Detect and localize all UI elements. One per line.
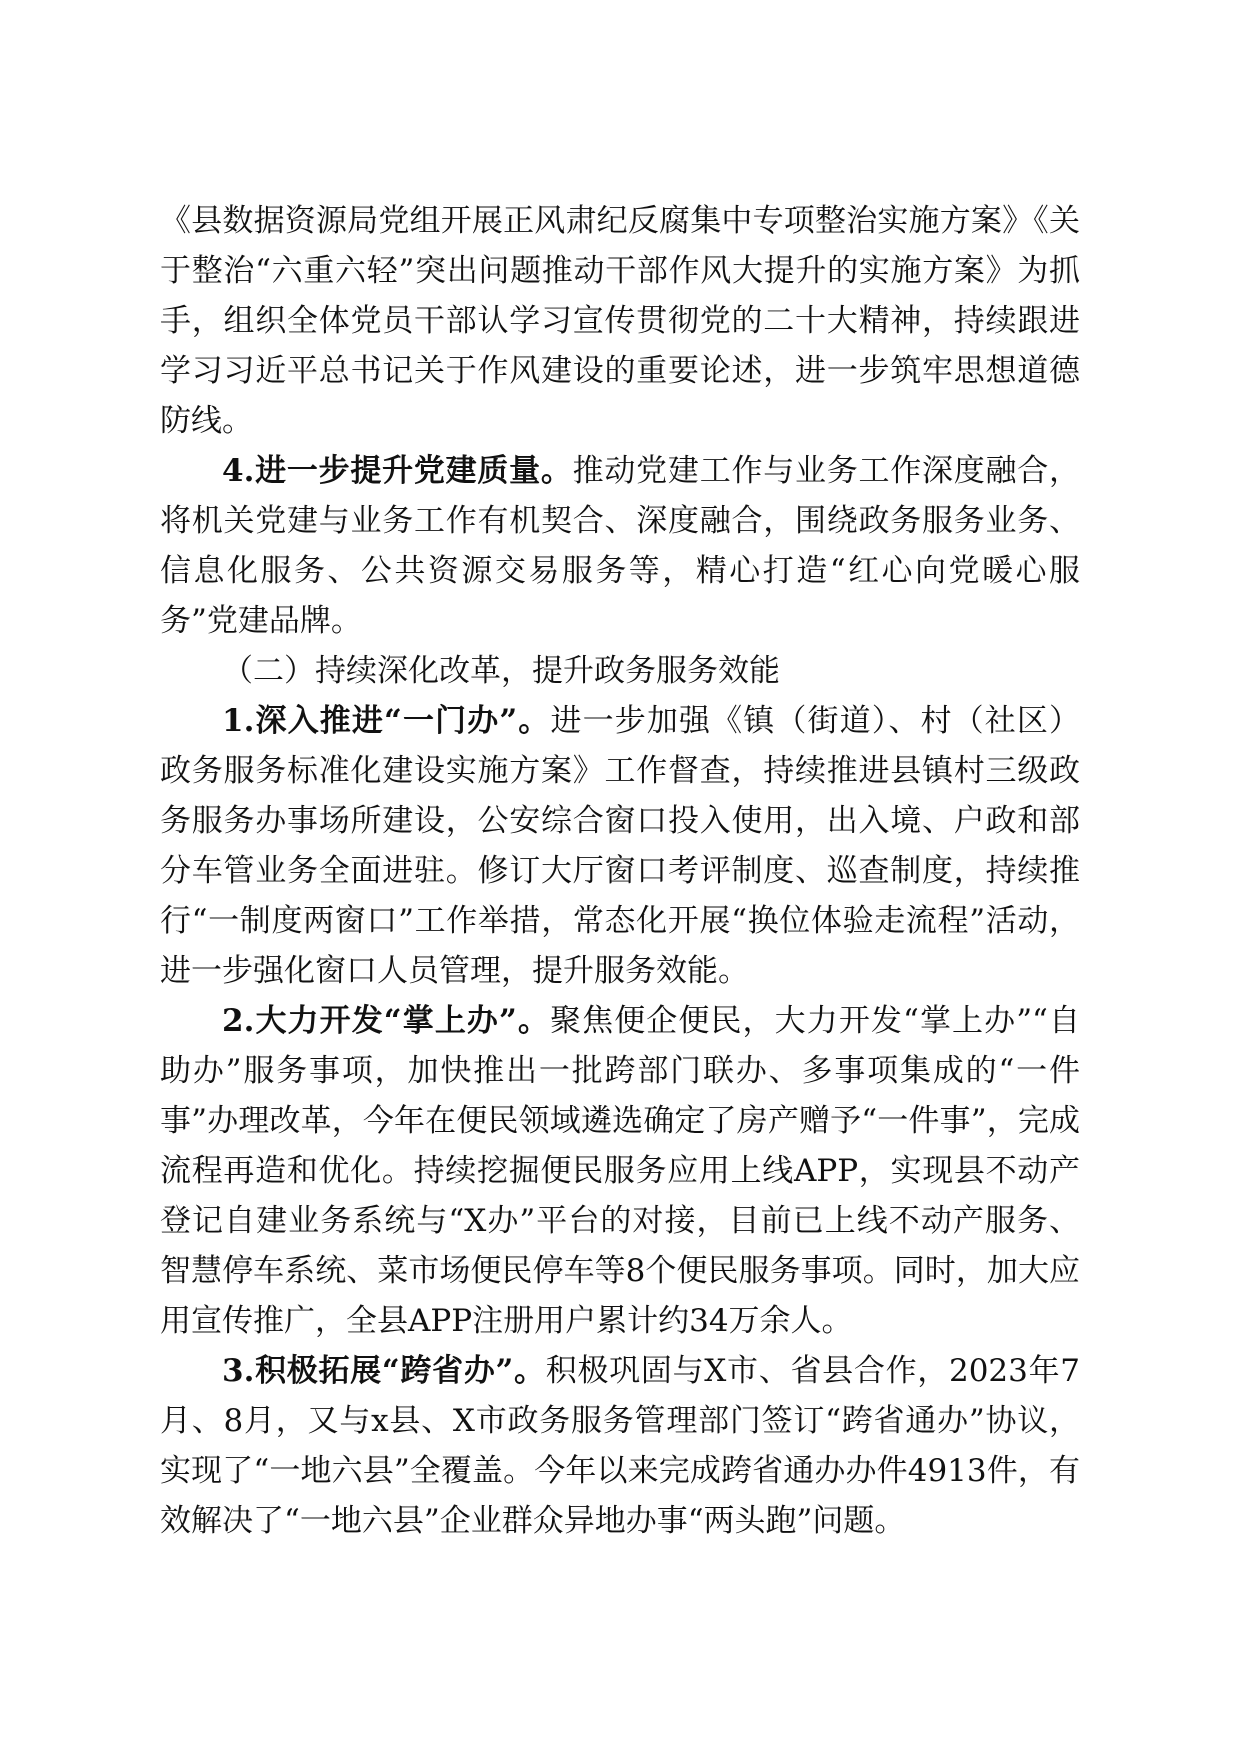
paragraph-continued (160, 196, 1080, 446)
paragraph-item-2 (160, 996, 1080, 1346)
paragraph-lead: 3.积极拓展“跨省办”。 (222, 1353, 546, 1389)
paragraph-text: 《县数据资源局党组开展正风肃纪反腐集中专项整治实施方案》《关于整治“六重六轻”突出问题推动干部作风大提升的实施方案》为抓手，组织全体党员干部认学习宣传贯彻党的二十大精神，持续跟进学习习近平总书记关于作风建设的重要论述，进一步筑牢思想道德防线。 (160, 203, 1080, 439)
document-page (160, 196, 1080, 1546)
paragraph-text: 推动党建工作与业务工作深度融合，将机关党建与业务工作有机契合、深度融合，围绕政务服务业务、信息化服务、公共资源交易服务等，精心打造“红心向党暖心服务”党建品牌。 (160, 453, 1080, 639)
paragraph-lead: 2.大力开发“掌上办”。 (222, 1003, 551, 1039)
section-heading: （二）持续深化改革，提升政务服务效能 (222, 653, 780, 689)
paragraph-text: 聚焦便企便民，大力开发“掌上办”“自助办”服务事项，加快推出一批跨部门联办、多事项集成的“一件事”办理改革，今年在便民领域遴选确定了房产赠予“一件事”，完成流程再造和优化。持续挖掘便民服务应用上线APP，实现县不动产登记自建业务系统与“X办”平台的对接，目前已上线不动产服务、智慧停车系统、菜市场便民停车等8个便民服务事项。同时，加大应用宣传推广，全县APP注册用户累计约34万余人。 (160, 1003, 1080, 1339)
paragraph-text: 积极巩固与X市、省县合作，2023年7月、8月，又与x县、X市政务服务管理部门签订“跨省通办”协议，实现了“一地六县”全覆盖。今年以来完成跨省通办办件4913件，有效解决了“一地六县”企业群众异地办事“两头跑”问题。 (160, 1353, 1080, 1539)
paragraph-item-4 (160, 446, 1080, 646)
paragraph-lead: 4.进一步提升党建质量。 (222, 453, 573, 489)
paragraph-item-3 (160, 1346, 1080, 1546)
paragraph-item-1 (160, 696, 1080, 996)
paragraph-text: 进一步加强《镇（街道）、村（社区）政务服务标准化建设实施方案》工作督查，持续推进县镇村三级政务服务办事场所建设，公安综合窗口投入使用，出入境、户政和部分车管业务全面进驻。修订大厅窗口考评制度、巡查制度，持续推行“一制度两窗口”工作举措，常态化开展“换位体验走流程”活动，进一步强化窗口人员管理，提升服务效能。 (160, 703, 1080, 989)
paragraph-lead: 1.深入推进“一门办”。 (222, 703, 551, 739)
